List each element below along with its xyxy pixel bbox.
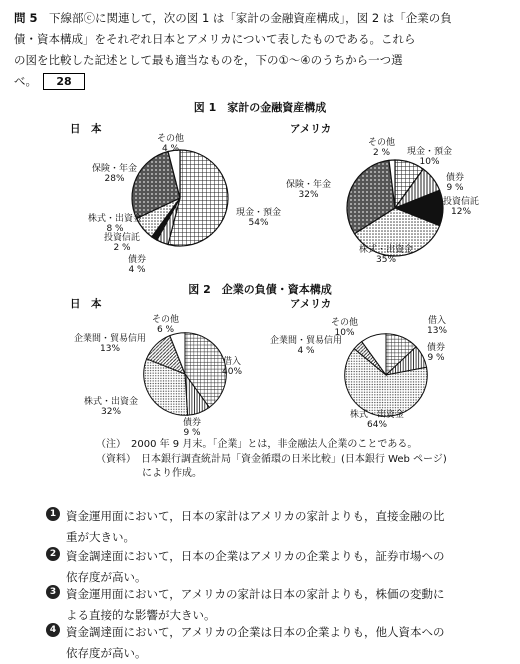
fig2-usa-label: アメリカ bbox=[290, 298, 332, 310]
choice-1[interactable]: 1 資金運用面において，日本の家計はアメリカの家計よりも，直接金融の比 重が大きい。 bbox=[66, 506, 510, 548]
pie-chart-fig2-japan bbox=[142, 331, 228, 417]
source-line: （資料） 日本銀行調査統計局「資金循環の日米比較」(日本銀行 Web ページ) bbox=[96, 454, 447, 465]
label-f2jp-loans: 借入 40% bbox=[222, 357, 243, 377]
note-line: （注） 2000 年 9 月末。「企業」とは，非金融法人企業のことである。 bbox=[96, 439, 418, 450]
label-f2us-bonds: 債券 9 % bbox=[427, 343, 446, 363]
answer-box[interactable]: 28 bbox=[43, 73, 85, 90]
choice-2-marker: 2 bbox=[46, 547, 60, 561]
label-f1jp-cash: 現金・預金 54% bbox=[236, 208, 282, 228]
label-f1us-trust: 投資信託 12% bbox=[443, 197, 480, 217]
label-f1us-other: その他 2 % bbox=[368, 138, 396, 158]
label-f1us-bonds: 債券 9 % bbox=[446, 173, 465, 193]
choice-3[interactable]: 3 資金運用面において，アメリカの家計は日本の家計よりも，株価の変動に よる直接的な影響が大きい。 bbox=[66, 584, 510, 626]
fig2-japan-label: 日 本 bbox=[70, 298, 102, 310]
question-line-1: 下線部ⓒに関連して，次の図 1 は「家計の金融資産構成」，図 2 は「企業の負 bbox=[49, 11, 452, 25]
label-f2us-stocks: 株式・出資金 64% bbox=[350, 410, 405, 430]
pie-chart-fig1-japan bbox=[130, 148, 230, 248]
source-line-2: により作成。 bbox=[142, 468, 202, 479]
label-f1jp-other: その他 4 % bbox=[157, 134, 185, 154]
question-line-4: べ。 bbox=[14, 74, 37, 88]
question-number: 問 5 bbox=[14, 11, 38, 25]
choice-3-marker: 3 bbox=[46, 585, 60, 599]
choice-4-marker: 4 bbox=[46, 623, 60, 637]
label-f1us-insurance: 保険・年金 32% bbox=[286, 180, 332, 200]
question-text bbox=[14, 8, 512, 92]
question-line-3: の図を比較した記述として最も適当なものを，下の①～④のうちから一つ選 bbox=[14, 53, 403, 67]
label-f1jp-bonds: 債券 4 % bbox=[128, 255, 147, 275]
label-f2us-loans: 借入 13% bbox=[427, 316, 448, 336]
fig1-title: 図 1 家計の金融資産構成 bbox=[193, 101, 327, 114]
label-f1jp-trust: 投資信託 2 % bbox=[104, 233, 141, 253]
question-line-2: 債・資本構成」をそれぞれ日本とアメリカについて表したものである。これら bbox=[14, 32, 416, 46]
label-f1jp-insurance: 保険・年金 28% bbox=[92, 164, 138, 184]
label-f2jp-trade: 企業間・貿易信用 13% bbox=[74, 334, 147, 354]
label-f2jp-bonds: 債券 9 % bbox=[183, 418, 202, 438]
pie-chart-fig2-usa bbox=[343, 332, 429, 418]
choice-4[interactable]: 4 資金調達面において，アメリカの企業は日本の企業よりも，他人資本への 依存度が高い。 bbox=[66, 622, 510, 664]
label-f1us-cash: 現金・預金 10% bbox=[407, 147, 453, 167]
fig2-title: 図 2 企業の負債・資本構成 bbox=[188, 283, 332, 296]
choice-1-marker: 1 bbox=[46, 507, 60, 521]
label-f1jp-stocks: 株式・出資金 8 % bbox=[88, 214, 143, 234]
choice-2[interactable]: 2 資金調達面において，日本の企業はアメリカの企業よりも，証券市場への 依存度が高い。 bbox=[66, 546, 510, 588]
label-f2jp-other: その他 6 % bbox=[152, 315, 180, 335]
label-f2us-other: その他 10% bbox=[331, 318, 359, 338]
fig1-japan-label: 日 本 bbox=[70, 123, 102, 135]
label-f2us-trade: 企業間・貿易信用 4 % bbox=[270, 336, 343, 356]
label-f2jp-stocks: 株式・出資金 32% bbox=[84, 397, 139, 417]
pie-chart-fig1-usa bbox=[345, 158, 445, 258]
fig1-usa-label: アメリカ bbox=[290, 123, 332, 135]
label-f1us-stocks: 株式・出資金 35% bbox=[359, 245, 414, 265]
